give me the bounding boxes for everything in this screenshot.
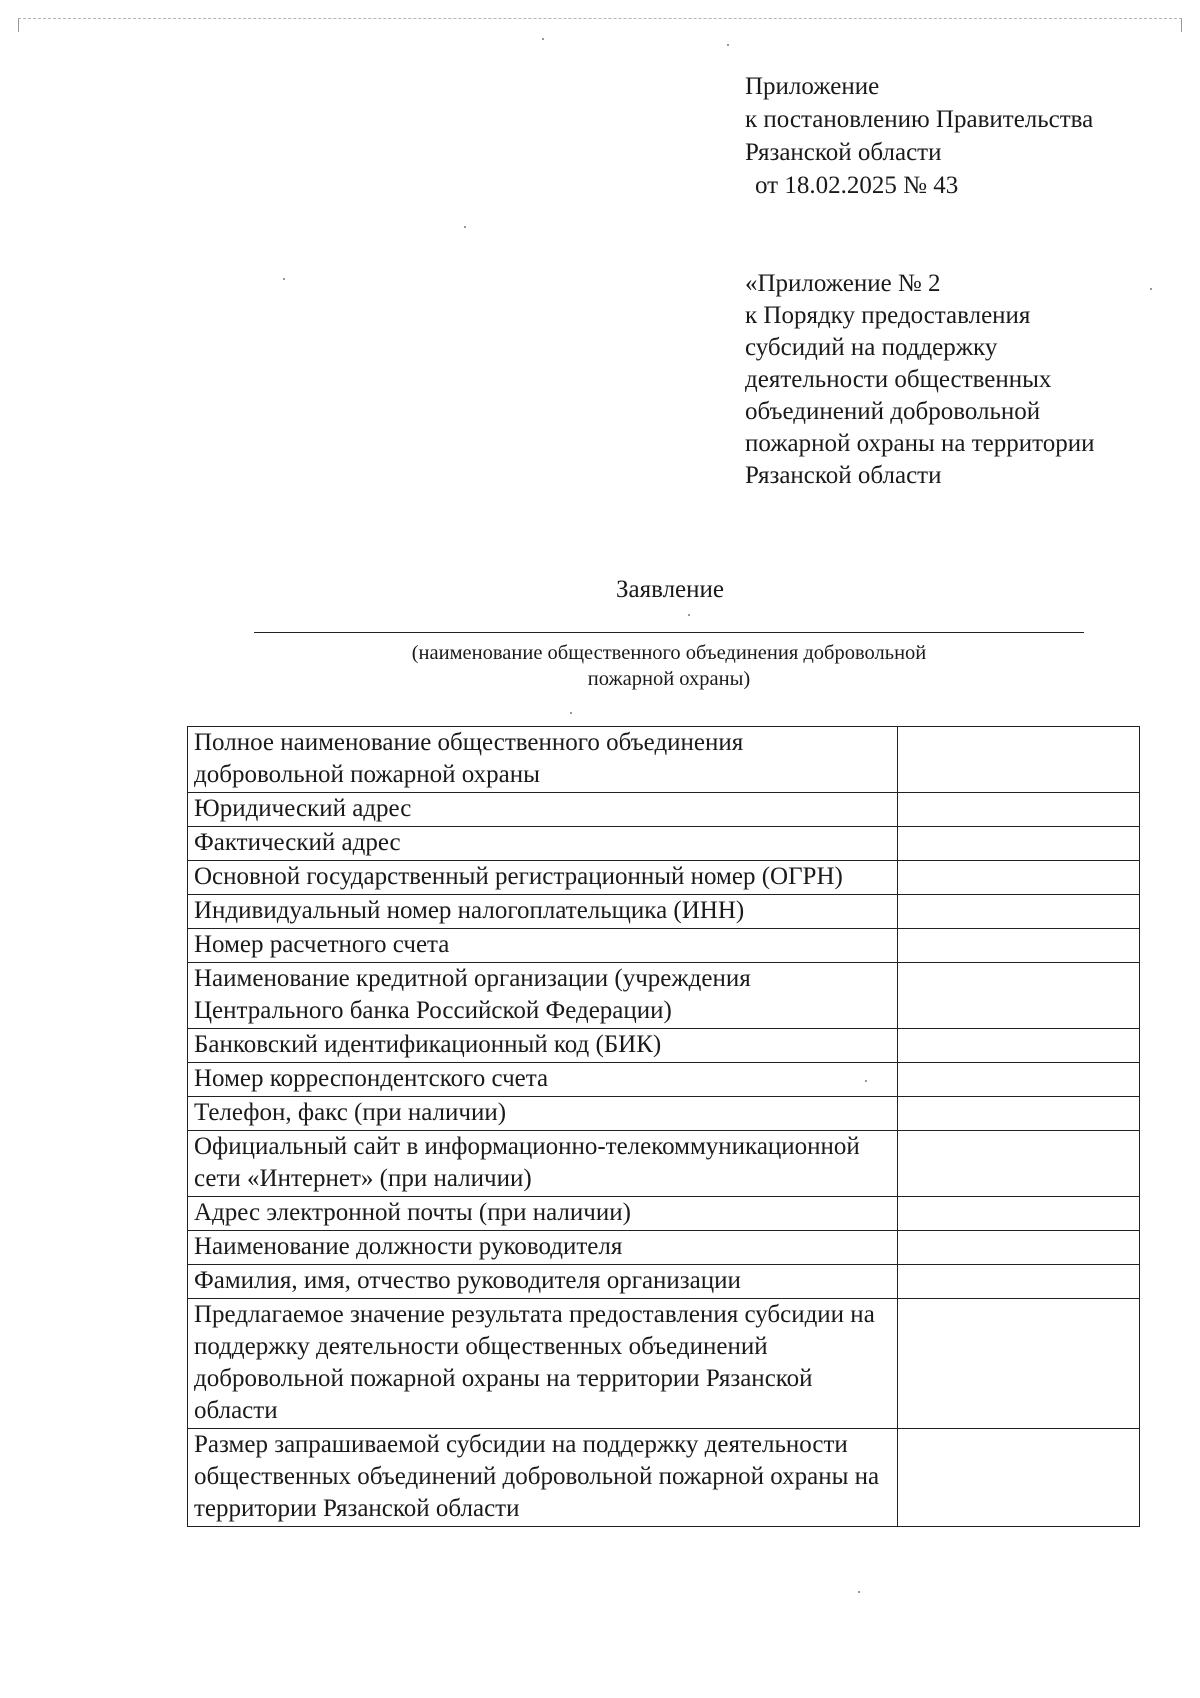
field-label: Телефон, факс (при наличии) <box>188 1097 898 1131</box>
table-row <box>188 1131 1140 1197</box>
field-value-cell[interactable] <box>898 1429 1140 1527</box>
appendix-line: Рязанской области <box>745 139 942 166</box>
field-label: Индивидуальный номер налогоплательщика (ИНН) <box>188 895 898 929</box>
field-value-cell[interactable] <box>898 827 1140 861</box>
caption-line: (наименование общественного объединения добровольной <box>411 642 927 664</box>
application-form-table <box>187 726 1140 1527</box>
field-value-cell[interactable] <box>898 1231 1140 1265</box>
organization-name-blank-line[interactable] <box>254 632 1084 633</box>
field-value-cell[interactable] <box>898 1131 1140 1197</box>
field-value-cell[interactable] <box>898 1063 1140 1097</box>
sub-appendix-header <box>745 268 1095 492</box>
appendix-header <box>745 70 1093 202</box>
field-value-cell[interactable] <box>898 1029 1140 1063</box>
field-value-cell[interactable] <box>898 861 1140 895</box>
field-label: Основной государственный регистрационный номер (ОГРН) <box>188 861 898 895</box>
table-row <box>188 1197 1140 1231</box>
field-label: Номер расчетного счета <box>188 929 898 963</box>
table-row <box>188 861 1140 895</box>
table-row <box>188 1063 1140 1097</box>
table-row <box>188 1299 1140 1429</box>
scan-speck <box>464 226 466 228</box>
field-value-cell[interactable] <box>898 1299 1140 1429</box>
appendix-line: Приложение <box>745 73 880 100</box>
field-label: Размер запрашиваемой субсидии на поддержку деятельности общественных объединений добровольной пожарной охраны на территории Рязанской области <box>188 1429 898 1527</box>
sub-appendix-line: «Приложение № 2 <box>745 270 941 297</box>
scan-speck <box>542 38 544 40</box>
field-value-cell[interactable] <box>898 793 1140 827</box>
table-row <box>188 1231 1140 1265</box>
table-row <box>188 963 1140 1029</box>
sub-appendix-line: объединений добровольной <box>745 398 1041 425</box>
document-title: Заявление <box>615 576 725 603</box>
table-row <box>188 727 1140 793</box>
field-value-cell[interactable] <box>898 1265 1140 1299</box>
scan-speck <box>727 44 729 46</box>
scan-left-edge <box>18 18 19 32</box>
table-row <box>188 1265 1140 1299</box>
table-row <box>188 895 1140 929</box>
field-label: Адрес электронной почты (при наличии) <box>188 1197 898 1231</box>
table-row <box>188 1097 1140 1131</box>
scan-speck <box>570 712 572 714</box>
scan-speck <box>283 278 285 280</box>
field-label: Полное наименование общественного объединения добровольной пожарной охраны <box>188 727 898 793</box>
caption-line: пожарной охраны) <box>587 668 751 690</box>
field-value-cell[interactable] <box>898 895 1140 929</box>
field-label: Фактический адрес <box>188 827 898 861</box>
field-value-cell[interactable] <box>898 1197 1140 1231</box>
sub-appendix-line: деятельности общественных <box>745 366 1052 393</box>
field-value-cell[interactable] <box>898 929 1140 963</box>
sub-appendix-line: к Порядку предоставления <box>745 302 1031 329</box>
table-row <box>188 1029 1140 1063</box>
scan-top-edge <box>18 18 1182 20</box>
sub-appendix-line: пожарной охраны на территории <box>745 430 1095 457</box>
table-row <box>188 1429 1140 1527</box>
scan-speck <box>858 1591 860 1593</box>
field-label: Предлагаемое значение результата предоставления субсидии на поддержку деятельности общественных объединений добровольной пожарной охраны на территории Рязанской области <box>188 1299 898 1429</box>
sub-appendix-line: субсидий на поддержку <box>745 334 998 361</box>
field-label: Номер корреспондентского счета <box>188 1063 898 1097</box>
scan-speck <box>688 614 690 616</box>
table-row <box>188 929 1140 963</box>
table-row <box>188 827 1140 861</box>
field-value-cell[interactable] <box>898 963 1140 1029</box>
table-row <box>188 793 1140 827</box>
organization-name-caption <box>254 640 1084 692</box>
scan-right-edge <box>1181 18 1182 32</box>
field-value-cell[interactable] <box>898 727 1140 793</box>
field-label: Наименование должности руководителя <box>188 1231 898 1265</box>
field-value-cell[interactable] <box>898 1097 1140 1131</box>
field-label: Юридический адрес <box>188 793 898 827</box>
scan-speck <box>865 1080 867 1082</box>
appendix-date-number: от 18.02.2025 № 43 <box>755 172 959 199</box>
appendix-line: к постановлению Правительства <box>745 106 1094 133</box>
field-label: Банковский идентификационный код (БИК) <box>188 1029 898 1063</box>
scan-speck <box>1150 288 1152 290</box>
sub-appendix-line: Рязанской области <box>745 462 942 489</box>
field-label: Фамилия, имя, отчество руководителя организации <box>188 1265 898 1299</box>
field-label: Наименование кредитной организации (учреждения Центрального банка Российской Федерации) <box>188 963 898 1029</box>
field-label: Официальный сайт в информационно-телекоммуникационной сети «Интернет» (при наличии) <box>188 1131 898 1197</box>
